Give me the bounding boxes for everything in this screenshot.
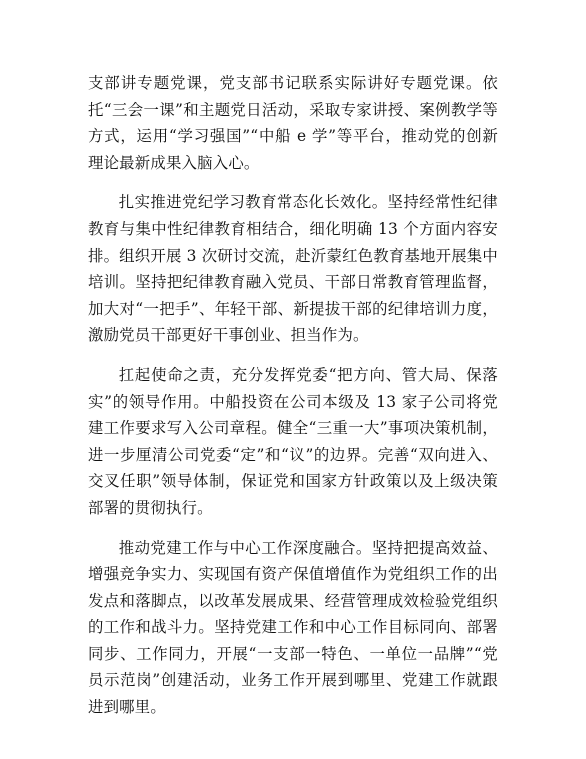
paragraph-4: 推动党建工作与中心工作深度融合。坚持把提高效益、增强竞争实力、实现国有资产保值增值作为党组织工作的出发点和落脚点，以改革发展成果、经营管理成效检验党组织的工作和战斗力。坚持党建工作和中心工作目标同向、部署同步、工作同力，开展“一支部一特色、一单位一品牌”“党员示范岗”创建活动，业务工作开展到哪里、党建工作就跟进到哪里。	[88, 538, 498, 717]
paragraph-3: 扛起使命之责，充分发挥党委“把方向、管大局、保落实”的领导作用。中船投资在公司本级及 13 家子公司将党建工作要求写入公司章程。健全“三重一大”事项决策机制，进一步厘清公司党委“定”和“议”的边界。完善“双向进入、交叉任职”领导体制，保证党和国家方针政策以及上级决策部署的贯彻执行。	[88, 365, 498, 517]
document-body	[88, 70, 498, 734]
paragraph-1: 支部讲专题党课，党支部书记联系实际讲好专题党课。依托“三会一课”和主题党日活动，采取专家讲授、案例教学等方式，运用“学习强国”“中船 e 学”等平台，推动党的创新理论最新成果入脑入心。	[88, 74, 498, 172]
paragraph-2: 扎实推进党纪学习教育常态化长效化。坚持经常性纪律教育与集中性纪律教育相结合，细化明确 13 个方面内容安排。组织开展 3 次研讨交流，赴沂蒙红色教育基地开展集中培训。坚持把纪律教育融入党员、干部日常教育管理监督，加大对“一把手”、年轻干部、新提拔干部的纪律培训力度，激励党员干部更好干事创业、担当作为。	[88, 193, 498, 345]
